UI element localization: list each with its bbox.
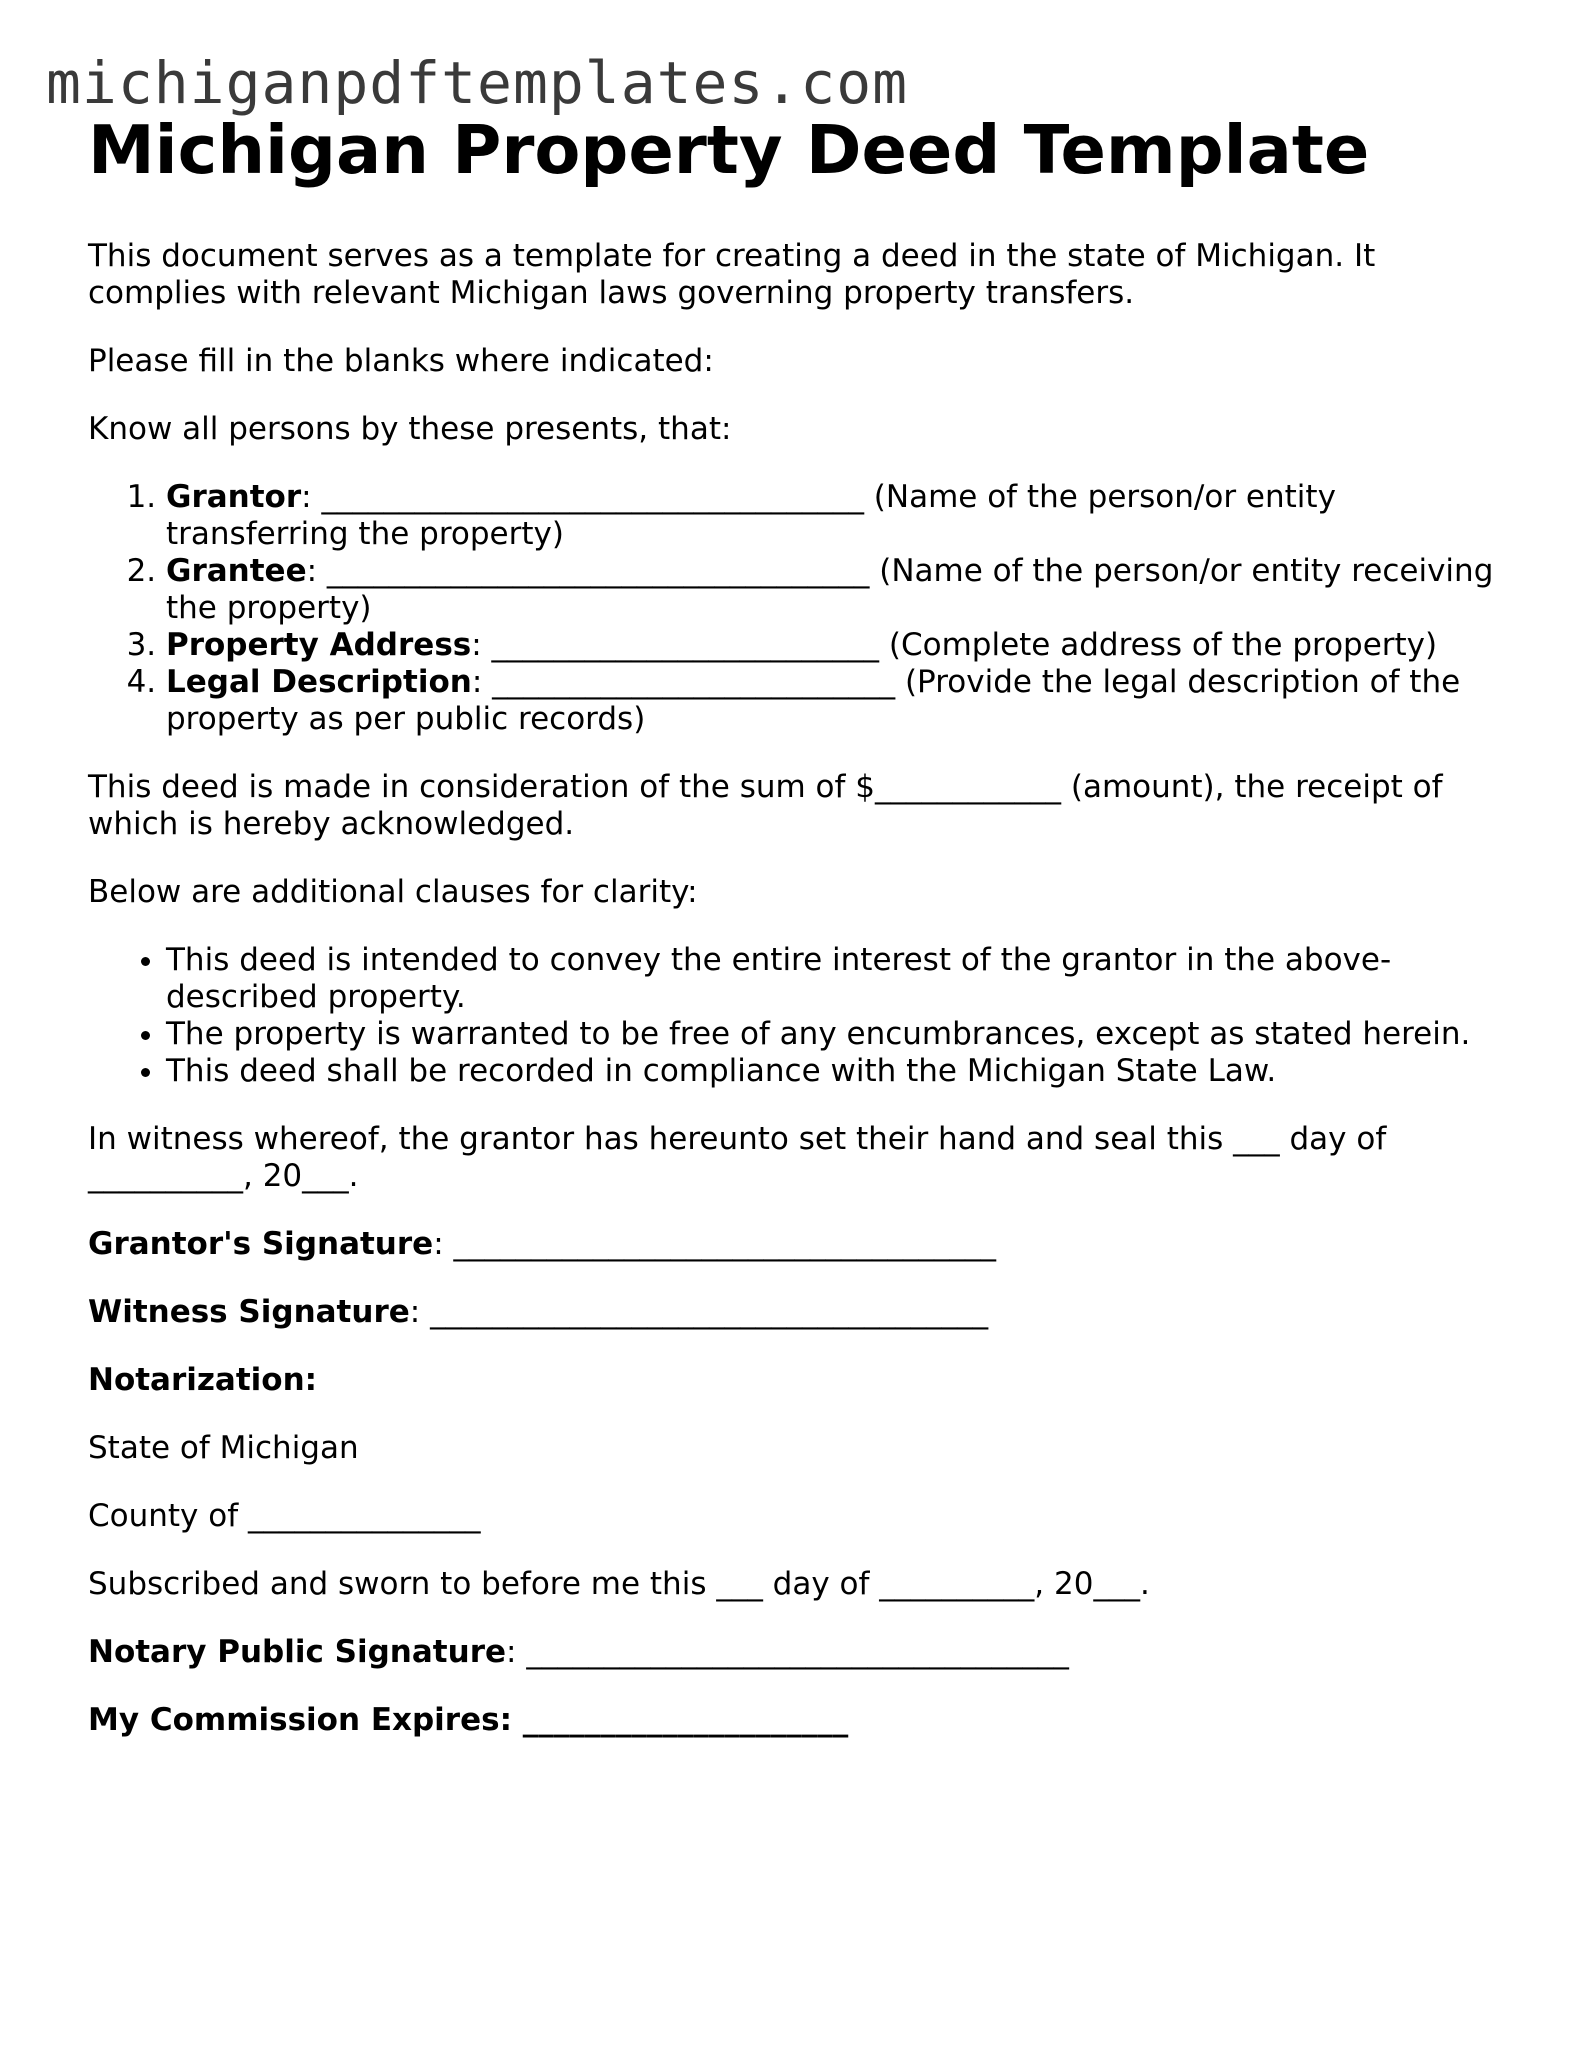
legal-description-field-text: : __________________________ (Provide the legal description of the property as per public records)	[166, 664, 1461, 737]
consideration-paragraph: This deed is made in consideration of the sum of $____________ (amount), the receipt of which is hereby acknowledged.	[88, 769, 1443, 842]
notary-signature-blank: : ___________________________________	[506, 1634, 1069, 1670]
know-all-paragraph: Know all persons by these presents, that:	[88, 411, 732, 447]
grantee-field-text: : ___________________________________ (Name of the person/or entity receiving the property)	[166, 553, 1494, 626]
list-item-grantor	[166, 479, 1518, 553]
notary-signature-line	[88, 1634, 1518, 1671]
document-page	[88, 110, 1518, 1770]
intro-paragraph: This document serves as a template for creating a deed in the state of Michigan. It complies with relevant Michigan laws governing property transfers.	[88, 238, 1376, 311]
notarization-heading: Notarization:	[88, 1362, 318, 1398]
clauses-list	[88, 942, 1518, 1090]
parties-list	[88, 479, 1518, 738]
grantor-label: Grantor	[166, 479, 302, 515]
watermark-text: michiganpdftemplates.com	[46, 49, 909, 117]
list-item-legal-description	[166, 664, 1518, 738]
grantee-label: Grantee	[166, 553, 307, 589]
grantor-field-text: : ___________________________________ (Name of the person/or entity transferring the property)	[166, 479, 1336, 552]
clause-item: • The property is warranted to be free of any encumbrances, except as stated herein.	[166, 1016, 1518, 1053]
grantor-signature-blank: : ___________________________________	[433, 1226, 997, 1262]
notary-signature-label: Notary Public Signature	[88, 1634, 507, 1670]
county-line: County of _______________	[88, 1498, 481, 1534]
clauses-intro-paragraph: Below are additional clauses for clarity:	[88, 874, 698, 910]
clause-item: • This deed is intended to convey the entire interest of the grantor in the above-described property.	[166, 942, 1518, 1016]
sworn-line: Subscribed and sworn to before me this ___ day of __________, 20___.	[88, 1566, 1150, 1602]
commission-expires-label: My Commission Expires:	[88, 1702, 512, 1738]
property-address-field-text: : _________________________ (Complete address of the property)	[471, 627, 1438, 663]
witness-signature-label: Witness Signature	[88, 1294, 410, 1330]
legal-description-label: Legal Description	[166, 664, 472, 700]
witness-signature-blank: : ____________________________________	[409, 1294, 989, 1330]
commission-expires-blank: _____________________	[511, 1702, 849, 1738]
list-item-property-address	[166, 627, 1518, 664]
document-title: Michigan Property Deed Template	[88, 111, 1370, 189]
witness-signature-line	[88, 1294, 1518, 1331]
state-line: State of Michigan	[88, 1430, 359, 1466]
witness-clause-paragraph: In witness whereof, the grantor has hereunto set their hand and seal this ___ day of __________, 20___.	[88, 1121, 1387, 1194]
commission-expires-line	[88, 1702, 1518, 1739]
grantor-signature-line	[88, 1226, 1518, 1263]
clause-item: • This deed shall be recorded in compliance with the Michigan State Law.	[166, 1053, 1518, 1090]
property-address-label: Property Address	[166, 627, 472, 663]
list-item-grantee	[166, 553, 1518, 627]
grantor-signature-label: Grantor's Signature	[88, 1226, 434, 1262]
instructions-paragraph: Please fill in the blanks where indicated:	[88, 343, 714, 379]
